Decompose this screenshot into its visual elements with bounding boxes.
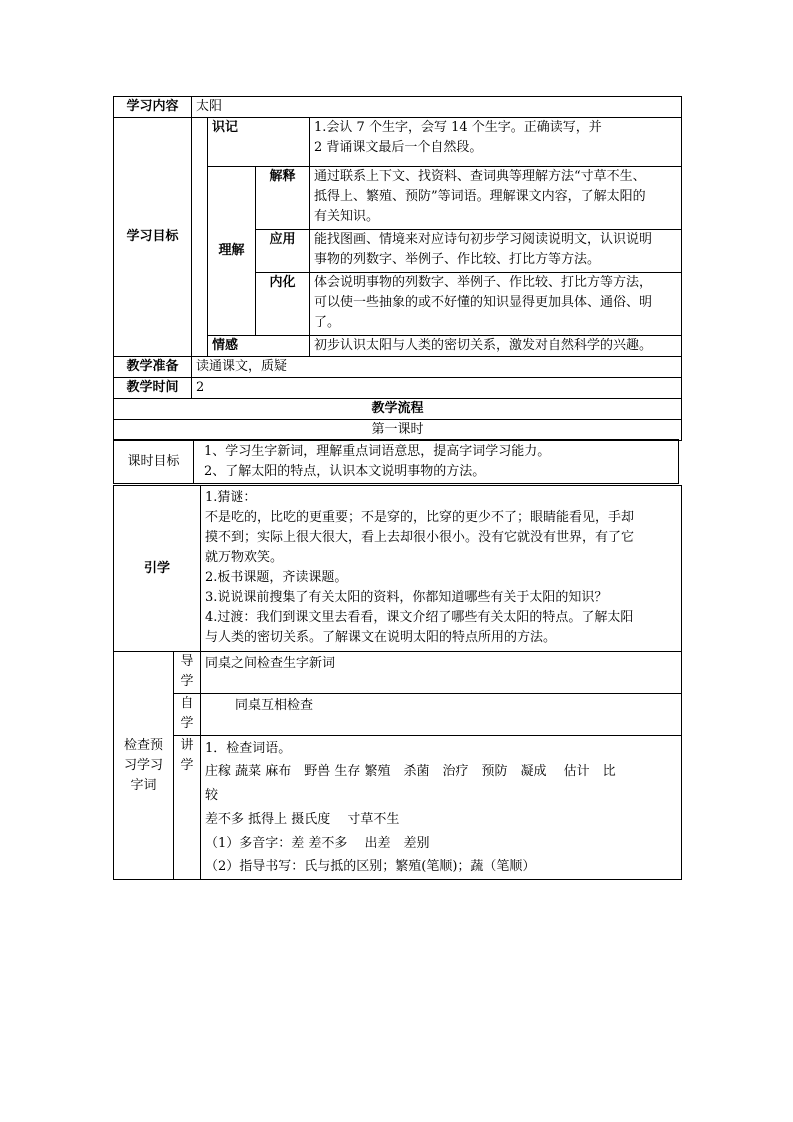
teaching-flow-table (113, 485, 682, 880)
prep-label: 教学准备 (114, 357, 192, 378)
intro-line: 不是吃的，比吃的更重要；不是穿的，比穿的更少不了；眼睛能看见，手却 (205, 510, 635, 525)
guide-label: 导 学 (174, 652, 201, 694)
memorize-text (310, 118, 682, 167)
lecture-line: 较 (205, 788, 219, 803)
lecture-text (201, 736, 682, 880)
apply-line: 能找图画、情境来对应诗句初步学习阅读说明文，认识说明 (314, 232, 653, 247)
apply-text (310, 230, 682, 273)
explain-label: 解释 (256, 167, 310, 230)
explain-text (310, 167, 682, 230)
internalize-label: 内化 (256, 273, 310, 336)
lecture-label: 讲 学 (174, 736, 201, 880)
lesson-title: 第一课时 (114, 420, 682, 441)
lecture-line: （1）多音字：差 差不多 出差 差别 (205, 836, 430, 851)
explain-line: 有关知识。 (314, 209, 380, 224)
emotion-label: 情感 (208, 336, 310, 357)
lesson-goal-line: 1、学习生字新词，理解重点词语意思，提高字词学习能力。 (204, 443, 551, 459)
memorize-line: 1.会认 7 个生字，会写 14 个生字。正确读写，并 (314, 120, 602, 135)
understand-label: 理解 (208, 167, 256, 336)
self-text: 同桌互相检查 (201, 694, 682, 736)
internalize-line: 体会说明事物的列数字、举例子、作比较、打比方等方法， (314, 275, 653, 290)
self-label: 自 学 (174, 694, 201, 736)
flow-title: 教学流程 (114, 399, 682, 420)
lesson-plan-table (113, 96, 682, 441)
emotion-text: 初步认识太阳与人类的密切关系，激发对自然科学的兴趣。 (310, 336, 682, 357)
internalize-line: 了。 (314, 315, 341, 330)
memorize-line: 2 背诵课文最后一个自然段。 (314, 140, 483, 155)
intro-line: 2.板书课题，齐读课题。 (205, 570, 348, 585)
apply-label: 应用 (256, 230, 310, 273)
lesson-goals-table (113, 439, 679, 484)
explain-line: 通过联系上下文、找资料、查词典等理解方法“寸草不生、 (314, 169, 646, 184)
content-value: 太阳 (192, 97, 682, 118)
intro-line: 就万物欢笑。 (205, 550, 284, 565)
lecture-line: （2）指导书写：氏与抵的区别；繁殖(笔顺)；蔬（笔顺） (205, 859, 536, 874)
intro-line: 摸不到；实际上很大很大，看上去却很小很小。没有它就没有世界，有了它 (205, 530, 635, 545)
time-label: 教学时间 (114, 378, 192, 399)
lesson-goals-label: 课时目标 (114, 440, 194, 484)
intro-text (201, 486, 682, 652)
lecture-line: 庄稼 蔬菜 麻布 野兽 生存 繁殖 杀菌 治疗 预防 凝成 估计 比 (205, 764, 616, 779)
internalize-text (310, 273, 682, 336)
lecture-line: 差不多 抵得上 摄氏度 寸草不生 (205, 812, 400, 827)
intro-line: 1.猜谜： (205, 490, 257, 505)
intro-line: 3.说说课前搜集了有关太阳的资料，你都知道哪些有关于太阳的知识？ (205, 590, 608, 605)
lecture-line: 1．检查词语。 (205, 741, 292, 756)
memorize-label: 识记 (208, 118, 310, 167)
prep-value: 读通课文，质疑 (192, 357, 682, 378)
content-label: 学习内容 (114, 97, 192, 118)
time-value: 2 (192, 378, 682, 399)
internalize-line: 可以使一些抽象的或不好懂的知识显得更加具体、通俗、明 (314, 295, 653, 310)
intro-line: 4.过渡：我们到课文里去看看，课文介绍了哪些有关太阳的特点。了解太阳 (205, 610, 634, 625)
explain-line: 抵得上、繁殖、预防”等词语。理解课文内容，了解太阳的 (314, 189, 646, 204)
goals-label: 学习目标 (114, 118, 192, 357)
check-label: 检查预 习学习 字词 (114, 652, 174, 880)
goals-spacer-cell (192, 118, 208, 357)
guide-text: 同桌之间检查生字新词 (201, 652, 682, 694)
intro-label: 引学 (114, 486, 201, 652)
lesson-goals-text (194, 440, 679, 484)
apply-line: 事物的列数字、举例子、作比较、打比方等方法。 (314, 252, 601, 267)
lesson-goal-line: 2、了解太阳的特点，认识本文说明事物的方法。 (204, 463, 486, 479)
intro-line: 与人类的密切关系。了解课文在说明太阳的特点所用的方法。 (205, 630, 557, 645)
